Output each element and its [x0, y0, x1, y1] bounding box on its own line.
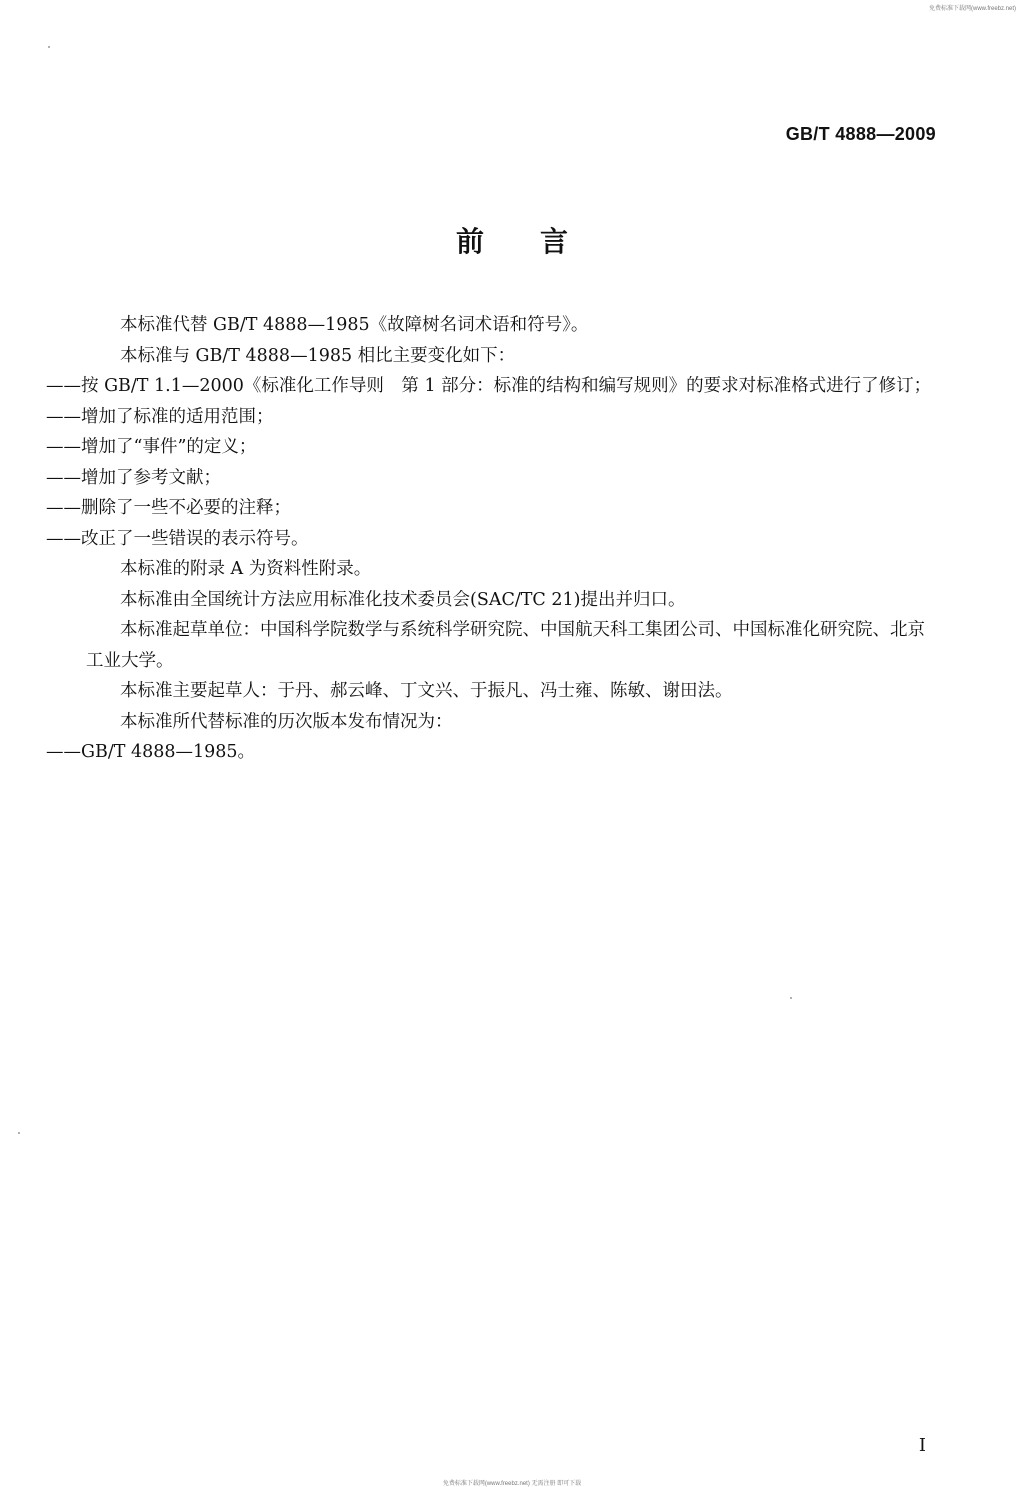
scan-speck [48, 46, 50, 48]
watermark-top: 免费标准下载网(www.freebz.net) [928, 6, 1016, 12]
history-item: ——GB/T 4888—1985。 [46, 742, 256, 762]
paragraph-history-intro: 本标准所代替标准的历次版本发布情况为： [120, 711, 453, 732]
paragraph-drafting-units: 本标准起草单位：中国科学院数学与系统科学研究院、中国航天科工集团公司、中国标准化研究院、北京工业大学。 [86, 620, 925, 671]
scan-speck [790, 997, 792, 999]
paragraph-annex: 本标准的附录 A 为资料性附录。 [120, 559, 372, 579]
paragraph-changes-intro: 本标准与 GB/T 4888—1985 相比主要变化如下： [120, 345, 516, 366]
change-item: ——按 GB/T 1.1—2000《标准化工作导则 第 1 部分：标准的结构和编写规则》的要求对标准格式进行了修订； [46, 376, 932, 396]
page-title: 前言 [455, 225, 624, 258]
watermark-bottom: 免费标准下载网(www.freebz.net) 无需注册 即可下载 [442, 1481, 582, 1487]
change-item: ——增加了参考文献； [46, 467, 221, 488]
paragraph-drafters: 本标准主要起草人：于丹、郝云峰、丁文兴、于振凡、冯士雍、陈敏、谢田法。 [120, 681, 733, 701]
paragraph-proposer: 本标准由全国统计方法应用标准化技术委员会(SAC/TC 21)提出并归口。 [120, 589, 686, 610]
preface-body [46, 310, 942, 768]
page-number: I [918, 1435, 926, 1456]
scan-speck [18, 1132, 20, 1134]
change-item: ——增加了标准的适用范围； [46, 406, 274, 427]
change-item: ——删除了一些不必要的注释； [46, 498, 291, 518]
change-item: ——改正了一些错误的表示符号。 [46, 528, 309, 549]
change-item: ——增加了“事件”的定义； [46, 437, 257, 457]
standard-number: GB/T 4888—2009 [785, 124, 936, 144]
paragraph-replaces: 本标准代替 GB/T 4888—1985《故障树名词术语和符号》。 [120, 315, 589, 335]
